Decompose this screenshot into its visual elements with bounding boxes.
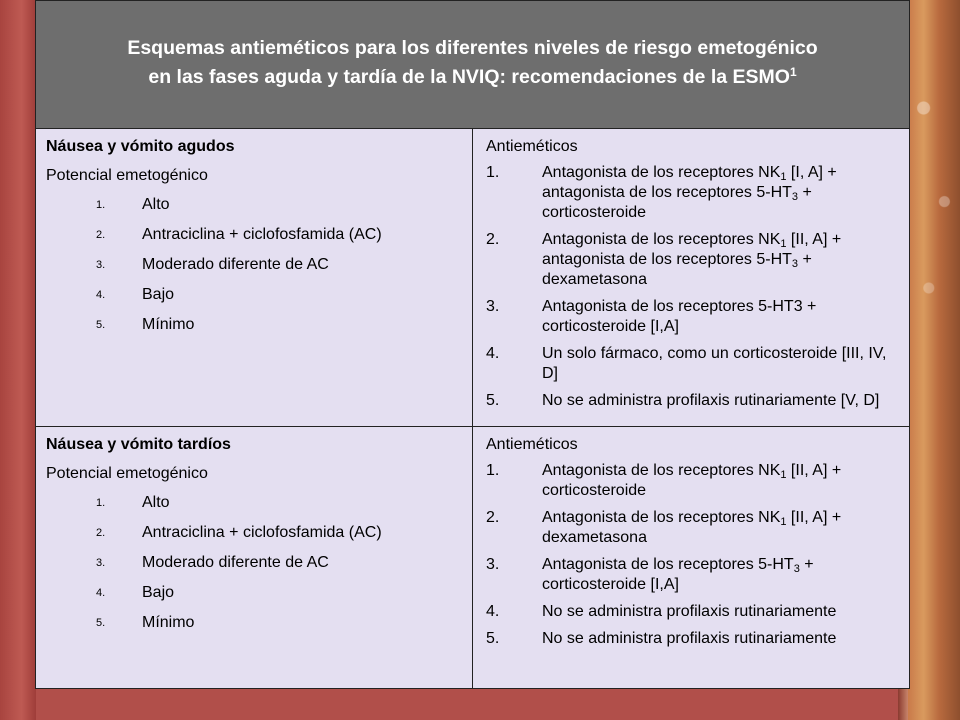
regimen-text-part: + corticosteroide — [542, 184, 812, 221]
level-number: 5. — [96, 617, 106, 629]
level-number: 3. — [96, 557, 106, 569]
level-text: Moderado diferente de AC — [142, 554, 329, 571]
regimen-item — [486, 163, 899, 223]
regimen-text-part: [II, A] + corticosteroide — [542, 462, 842, 499]
regimen-subscript: 1 — [780, 171, 787, 183]
regimen-text-part: Antagonista de los receptores NK — [542, 462, 781, 479]
slide-left-border — [0, 0, 36, 720]
level-text: Alto — [142, 494, 170, 511]
regimen-number: 3. — [486, 298, 500, 315]
regimen-subscript: 3 — [791, 258, 799, 270]
acute-antiemetics-cell — [473, 129, 910, 427]
delayed-regimens-list — [486, 461, 899, 649]
regimen-subscript: 3 — [791, 191, 799, 203]
regimen-subscript: 3 — [793, 563, 800, 575]
regimen-text — [542, 508, 899, 548]
level-number: 3. — [96, 259, 106, 271]
regimen-text-part: Un solo fármaco, como un corticosteroide [III, IV, D] — [542, 345, 887, 382]
table-header — [36, 1, 910, 129]
regimen-item — [486, 508, 899, 548]
regimen-number: 3. — [486, 556, 500, 573]
regimen-text — [542, 391, 899, 411]
regimen-text — [542, 344, 899, 384]
regimen-number: 4. — [486, 603, 500, 620]
regimen-text — [542, 163, 899, 223]
level-number: 2. — [96, 229, 106, 241]
level-text: Mínimo — [142, 614, 195, 631]
level-text: Moderado diferente de AC — [142, 256, 329, 273]
acute-phase-cell — [36, 129, 473, 427]
regimen-text-part: [I, A] + antagonista de los receptores 5-HT — [542, 164, 837, 201]
level-number: 2. — [96, 527, 106, 539]
acute-potential-label: Potencial emetogénico — [46, 167, 208, 184]
regimen-text — [542, 297, 899, 337]
delayed-antiemetics-label: Antieméticos — [486, 436, 578, 453]
level-text: Antraciclina + ciclofosfamida (AC) — [142, 226, 382, 243]
regimen-text — [542, 602, 899, 622]
regimen-item — [486, 555, 899, 595]
regimen-text-part: [II, A] + antagonista de los receptores 5-HT — [542, 231, 842, 268]
regimen-number: 2. — [486, 231, 500, 248]
regimen-text — [542, 629, 899, 649]
emetogenic-level-item — [46, 582, 462, 605]
regimen-subscript: 1 — [780, 469, 787, 481]
level-text: Antraciclina + ciclofosfamida (AC) — [142, 524, 382, 541]
regimen-item — [486, 344, 899, 384]
acute-heading: Náusea y vómito agudos — [46, 138, 235, 155]
regimen-subscript: 1 — [780, 238, 787, 250]
title-line-2 — [56, 63, 889, 92]
level-text: Alto — [142, 196, 170, 213]
delayed-phase-cell — [36, 427, 473, 689]
level-text: Bajo — [142, 286, 175, 303]
regimen-item — [486, 297, 899, 337]
emetogenic-level-item — [46, 314, 462, 337]
regimen-text-part: Antagonista de los receptores NK — [542, 509, 781, 526]
delayed-heading: Náusea y vómito tardíos — [46, 436, 231, 453]
delayed-antiemetics-cell — [473, 427, 910, 689]
regimen-number: 5. — [486, 392, 500, 409]
regimen-text-part: No se administra profilaxis rutinariamente [V, D] — [542, 392, 880, 409]
level-number: 4. — [96, 289, 106, 301]
level-number: 1. — [96, 199, 106, 211]
regimen-item — [486, 602, 899, 622]
regimen-item — [486, 230, 899, 290]
regimen-text-part: Antagonista de los receptores 5-HT3 + corticosteroide [I,A] — [542, 298, 817, 335]
level-text: Mínimo — [142, 316, 195, 333]
emetogenic-level-item — [46, 522, 462, 545]
regimen-text — [542, 461, 899, 501]
regimen-item — [486, 461, 899, 501]
regimen-text — [542, 230, 899, 290]
delayed-potential-label: Potencial emetogénico — [46, 465, 208, 482]
level-number: 4. — [96, 587, 106, 599]
emetogenic-level-item — [46, 254, 462, 277]
regimen-subscript: 1 — [780, 516, 787, 528]
level-number: 5. — [96, 319, 106, 331]
regimen-number: 5. — [486, 630, 500, 647]
level-number: 1. — [96, 497, 106, 509]
delayed-levels-list — [46, 492, 462, 635]
slide-decorative-pattern — [908, 0, 960, 720]
regimen-text-part: Antagonista de los receptores NK — [542, 231, 781, 248]
regimen-text-part: [II, A] + dexametasona — [542, 509, 842, 546]
emetogenic-level-item — [46, 492, 462, 515]
regimen-number: 1. — [486, 164, 500, 181]
emetogenic-level-item — [46, 224, 462, 247]
acute-antiemetics-label: Antieméticos — [486, 138, 578, 155]
regimen-item — [486, 391, 899, 411]
regimen-text-part: Antagonista de los receptores NK — [542, 164, 781, 181]
title-line-1: Esquemas antieméticos para los diferentes niveles de riesgo emetogénico — [127, 37, 818, 59]
regimen-text — [542, 555, 899, 595]
emetogenic-level-item — [46, 612, 462, 635]
regimen-item — [486, 629, 899, 649]
acute-regimens-list — [486, 163, 899, 411]
emetogenic-level-item — [46, 552, 462, 575]
regimen-number: 4. — [486, 345, 500, 362]
regimen-text-part: + dexametasona — [542, 251, 812, 288]
emetogenic-level-item — [46, 284, 462, 307]
acute-levels-list — [46, 194, 462, 337]
emetogenic-level-item — [46, 194, 462, 217]
level-text: Bajo — [142, 584, 175, 601]
regimen-number: 2. — [486, 509, 500, 526]
antiemetic-table — [35, 0, 910, 689]
regimen-text-part: + corticosteroide [I,A] — [542, 556, 814, 593]
regimen-number: 1. — [486, 462, 500, 479]
regimen-text-part: No se administra profilaxis rutinariamente — [542, 603, 837, 620]
title-footnote-mark: 1 — [789, 65, 797, 79]
title-line-2-text: en las fases aguda y tardía de la NVIQ: recomendaciones de la ESMO — [148, 66, 790, 88]
regimen-text-part: No se administra profilaxis rutinariamente — [542, 630, 837, 647]
regimen-text-part: Antagonista de los receptores 5-HT — [542, 556, 794, 573]
